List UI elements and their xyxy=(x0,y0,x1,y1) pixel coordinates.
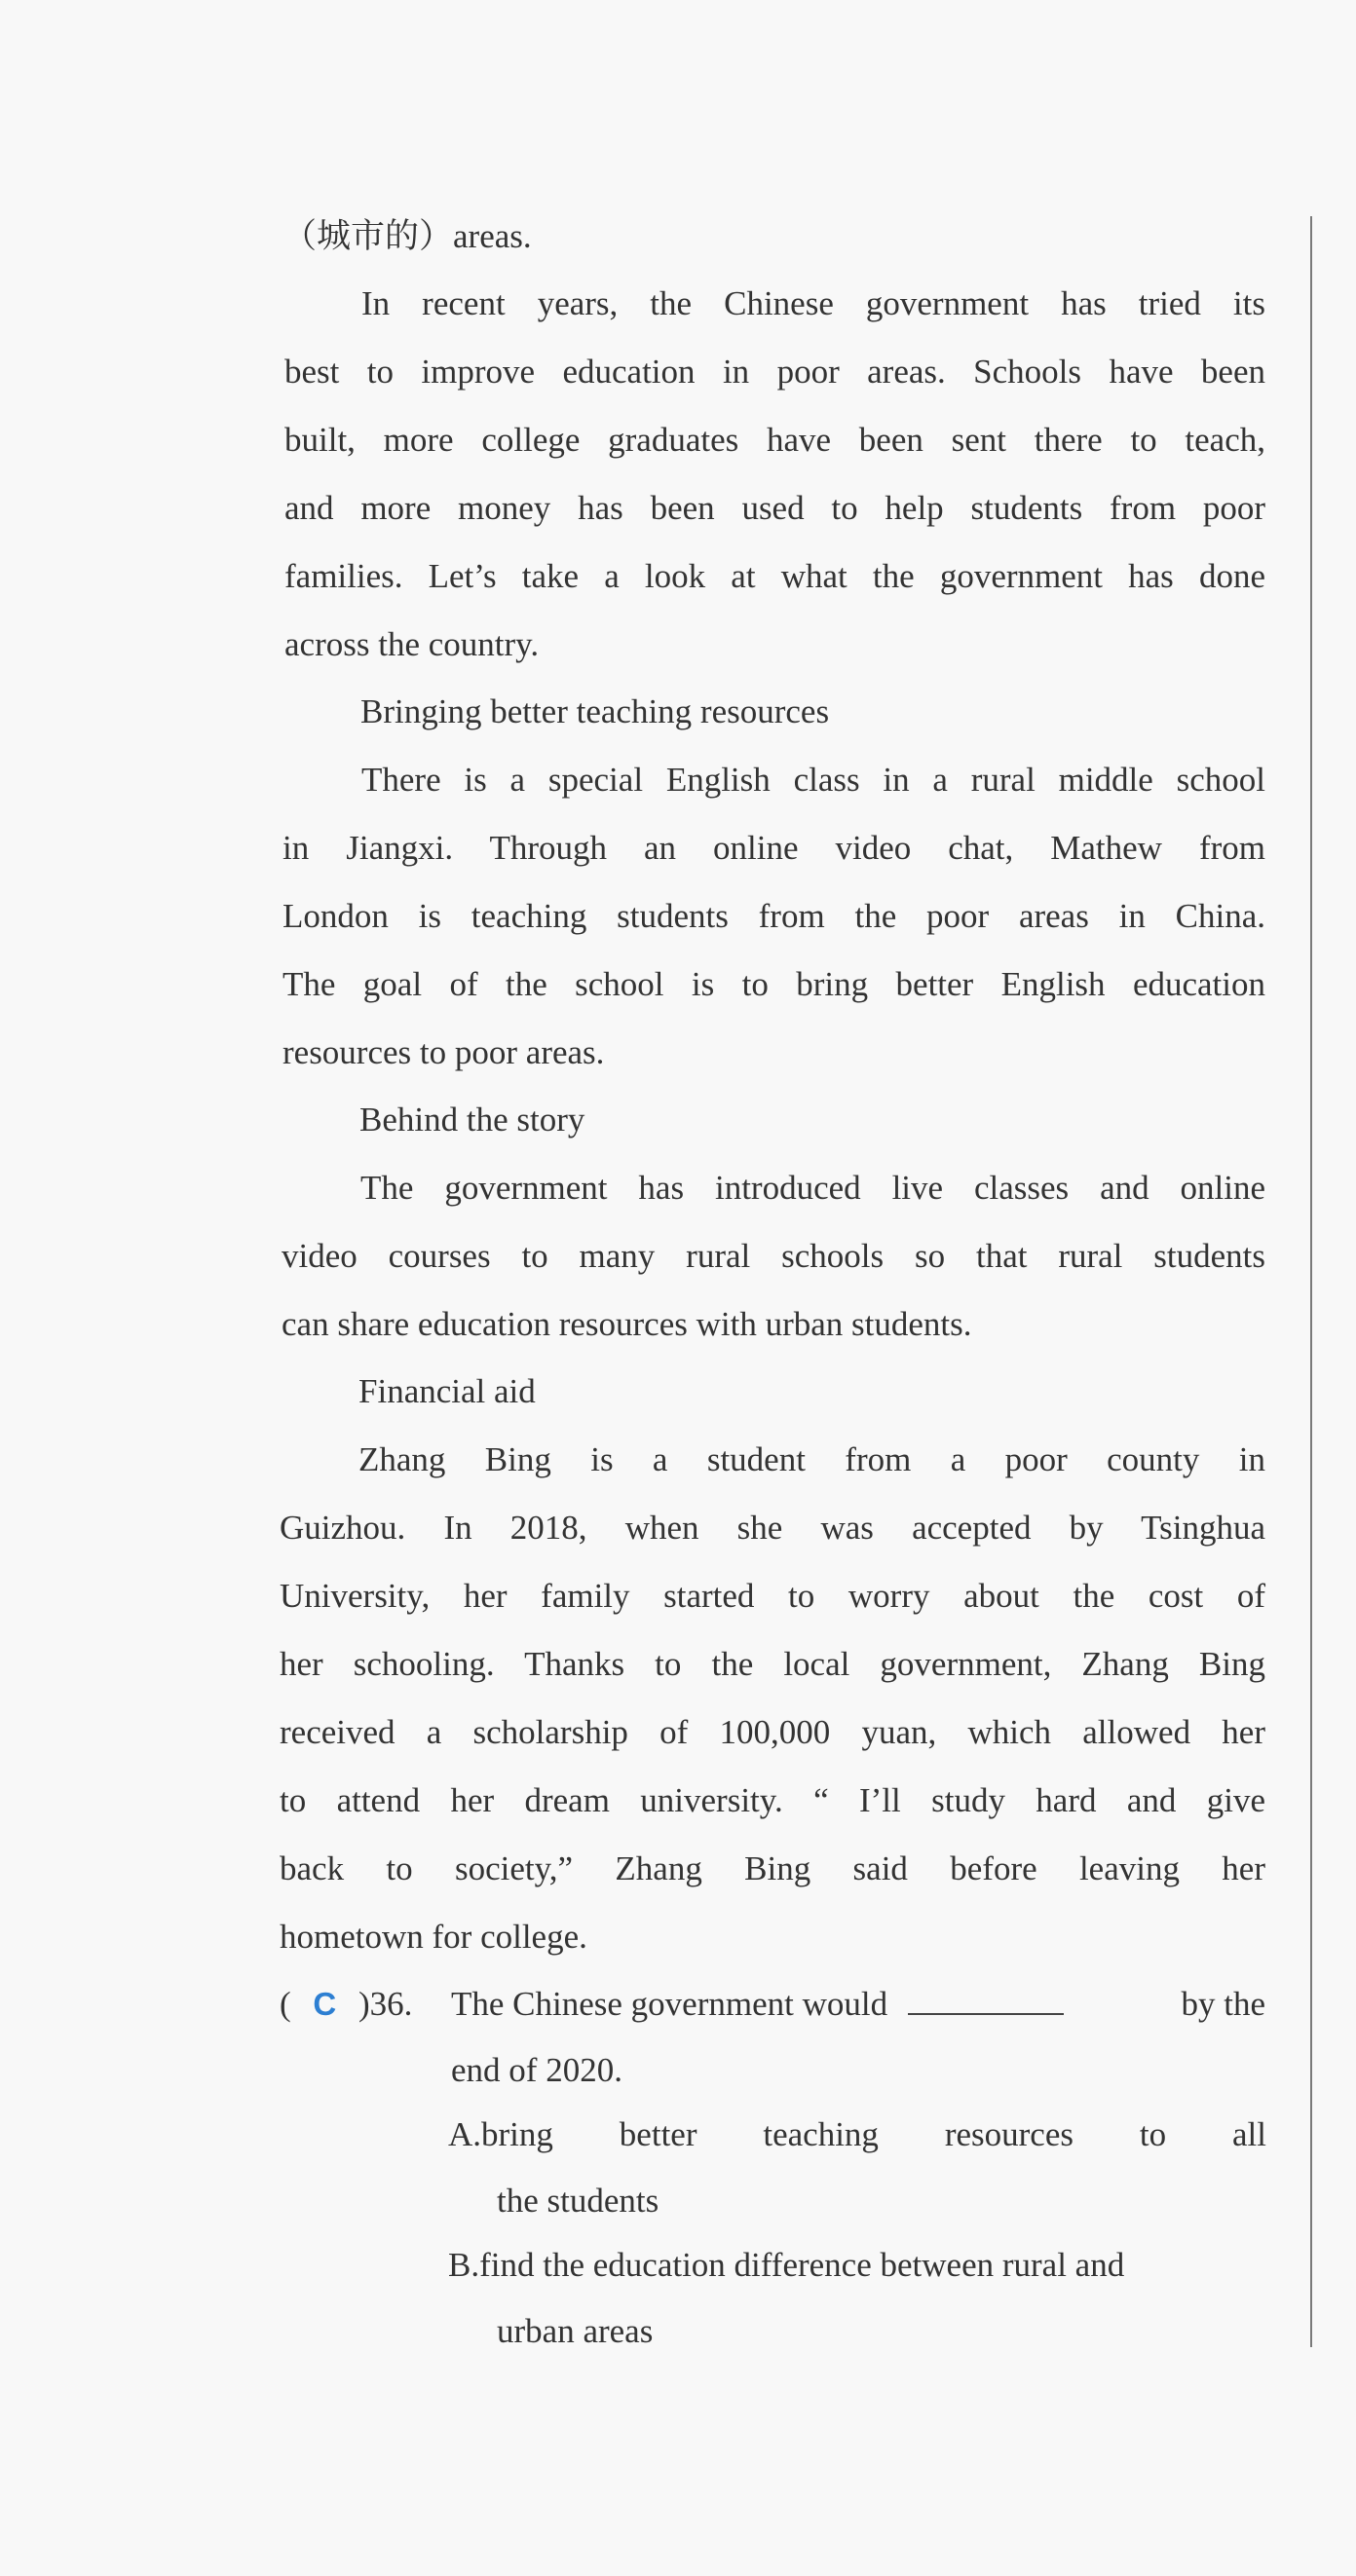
question-stem-text: The Chinese government would xyxy=(451,1985,888,2023)
option-b xyxy=(448,2244,1266,2287)
option-b-text: find the education difference between rural and xyxy=(479,2246,1125,2284)
question-stem-tail: by the xyxy=(1181,1985,1265,2023)
text-line: her schooling. Thanks to the local government, Zhang Bing xyxy=(280,1645,1265,1683)
question-36 xyxy=(280,1983,412,2026)
option-a-line2: the students xyxy=(497,2182,659,2220)
option-a-text: bring better teaching resources to all xyxy=(481,2115,1266,2153)
text-line: video courses to many rural schools so that rural students xyxy=(282,1237,1265,1275)
option-a xyxy=(448,2113,1266,2156)
margin-rule xyxy=(1310,216,1312,2347)
text-line: best to improve education in poor areas. Schools have been xyxy=(284,353,1265,391)
text-line: built, more college graduates have been sent there to teach, xyxy=(284,421,1265,459)
text-line: can share education resources with urban students. xyxy=(282,1305,972,1343)
text-line: University, her family started to worry about the cost of xyxy=(280,1577,1265,1615)
text-line: The government has introduced live classes and online xyxy=(360,1169,1265,1207)
text-line: resources to poor areas. xyxy=(282,1033,605,1071)
text-line: In recent years, the Chinese government has tried its xyxy=(361,284,1265,322)
option-a-letter: A. xyxy=(448,2115,482,2153)
text-line: to attend her dream university. “ I’ll study hard and give xyxy=(280,1781,1265,1819)
text-line: Zhang Bing is a student from a poor county in xyxy=(358,1440,1265,1478)
question-stem xyxy=(451,1983,1265,2026)
text-line: across the country. xyxy=(284,625,540,663)
text-line: hometown for college. xyxy=(280,1918,587,1956)
text-line: and more money has been used to help students from poor xyxy=(284,489,1265,527)
text-line: The goal of the school is to bring better English education xyxy=(282,965,1265,1003)
section-heading: Behind the story xyxy=(359,1101,585,1139)
text-line: families. Let’s take a look at what the government has done xyxy=(284,557,1265,595)
text-line: （城市的）areas. xyxy=(282,217,532,255)
answer-letter: C xyxy=(313,1986,337,2022)
text-line: Guizhou. In 2018, when she was accepted by Tsinghua xyxy=(280,1509,1265,1547)
text-line: back to society,” Zhang Bing said before leaving her xyxy=(280,1849,1265,1887)
text-line: received a scholarship of 100,000 yuan, which allowed her xyxy=(280,1713,1265,1751)
answer-paren-close: )36. xyxy=(358,1985,413,2023)
section-heading: Financial aid xyxy=(358,1372,536,1410)
answer-blank xyxy=(908,1984,1064,2015)
section-heading: Bringing better teaching resources xyxy=(360,692,830,730)
text-line: London is teaching students from the poor areas in China. xyxy=(282,897,1265,935)
question-stem-line2: end of 2020. xyxy=(451,2051,622,2089)
text-line: There is a special English class in a rural middle school xyxy=(361,761,1265,799)
answer-paren-open: ( xyxy=(280,1985,291,2023)
option-b-line2: urban areas xyxy=(497,2312,654,2350)
text-line: in Jiangxi. Through an online video chat, Mathew from xyxy=(282,829,1265,867)
option-b-letter: B. xyxy=(448,2246,480,2284)
